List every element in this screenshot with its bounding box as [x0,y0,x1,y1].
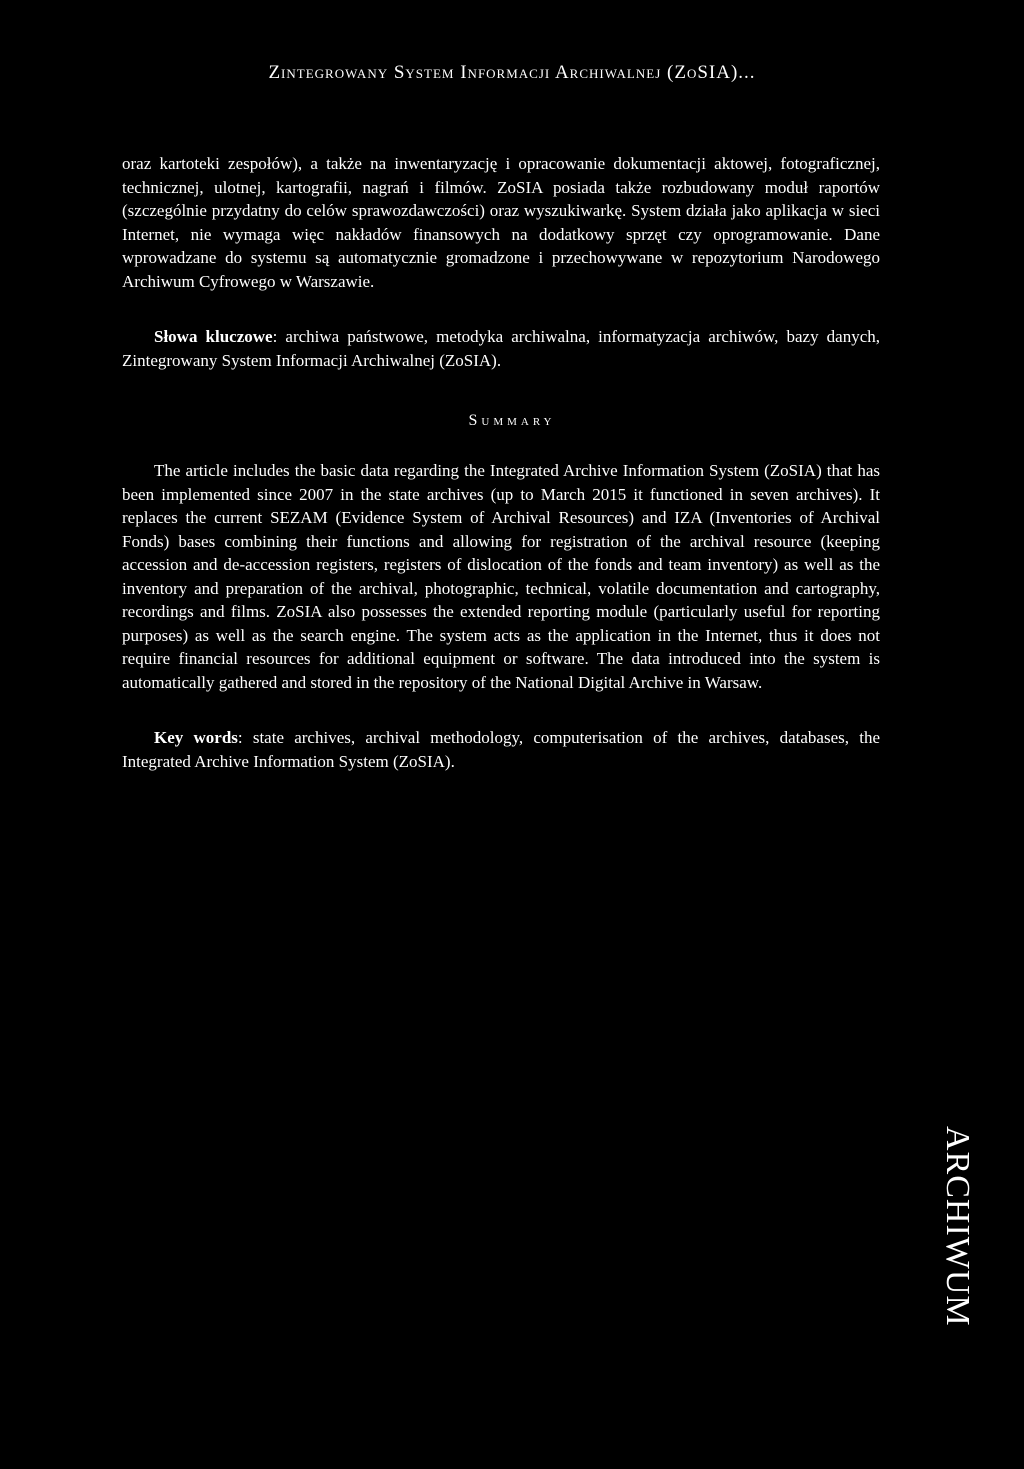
polish-keywords-text: : archiwa państwowe, metodyka archiwalna, informatyzacja archiwów, bazy danych, Zintegrowany System Informacji Archiwalnej (ZoSIA). [122,327,880,370]
english-keywords-label: Key words [154,728,238,747]
polish-keywords-label: Słowa kluczowe [154,327,273,346]
summary-paragraph: The article includes the basic data regarding the Integrated Archive Information System (ZoSIA) that has been implemented since 2007 in the state archives (up to March 2015 it functioned in seven archives). It replaces the current SEZAM (Evidence System of Archival Resources) and IZA (Inventories of Archival Fonds) bases combining their functions and allowing for registration of the archival resource (keeping accession and de-accession registers, registers of dislocation of the fonds and team inventory) as well as the inventory and preparation of the archival, photographic, technical, volatile documentation and cartography, recordings and films. ZoSIA also possesses the extended reporting module (particularly useful for reporting purposes) as well as the search engine. The system acts as the application in the Internet, thus it does not require financial resources for additional equipment or software. The data introduced into the system is automatically gathered and stored in the repository of the National Digital Archive in Warsaw. [122,461,880,692]
english-keywords-text: : state archives, archival methodology, computerisation of the archives, databases, the Integrated Archive Information System (ZoSIA). [122,728,880,771]
journal-side-label: ARCHIWUM [939,1126,976,1327]
english-keywords-paragraph [122,726,880,773]
polish-abstract-paragraph: oraz kartoteki zespołów), a także na inwentaryzację i opracowanie dokumentacji aktowej, fotograficznej, technicznej, ulotnej, kartografii, nagrań i filmów. ZoSIA posiada także rozbudowany moduł raportów (szczególnie przydatny do celów sprawozdawczości) oraz wyszukiwarkę. System działa jako aplikacja w sieci Internet, nie wymaga więc nakładów finansowych na dodatkowy sprzęt czy oprogramowanie. Dane wprowadzane do systemu są automatycznie gromadzone i przechowywane w repozytorium Narodowego Archiwum Cyfrowego w Warszawie. [122,154,880,291]
polish-abstract-section [122,152,880,372]
polish-keywords-paragraph [122,325,880,372]
summary-heading: Summary [468,412,556,429]
english-summary-section [122,459,880,773]
running-head: Zintegrowany System Informacji Archiwalnej (ZoSIA)... [268,62,756,83]
